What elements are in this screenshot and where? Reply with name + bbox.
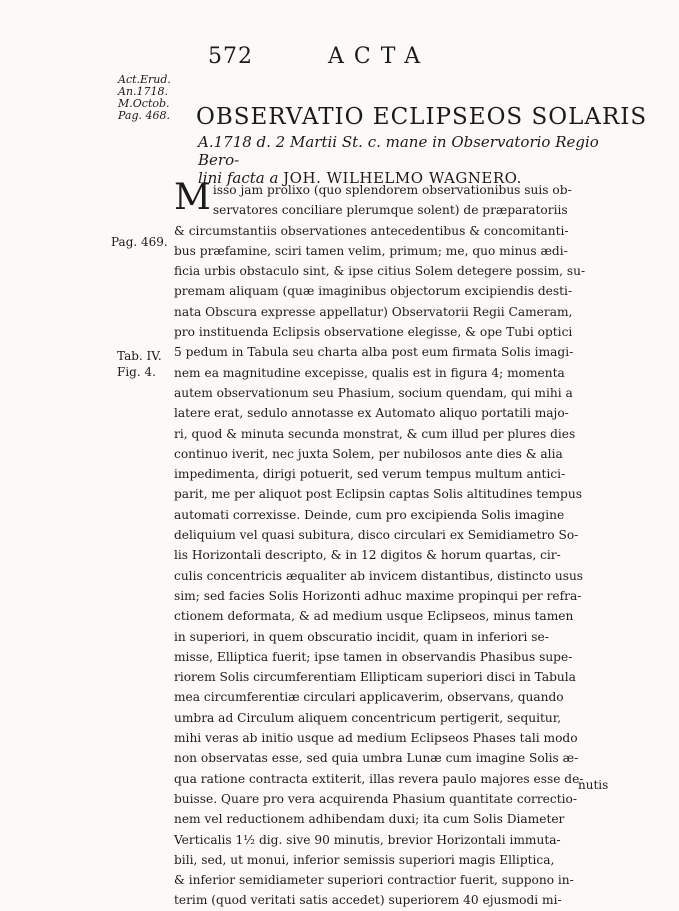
margin-note-table-ref: Tab. IV. — [117, 349, 162, 363]
body-line: premam aliquam (quæ imaginibus objectorum excipiendis desti- — [174, 284, 573, 299]
subtitle-line-1: A.1718 d. 2 Martii St. c. mane in Observatorio Regio Bero- — [198, 133, 599, 169]
body-line: ctionem deformata, & ad medium usque Eclipseos, minus tamen — [174, 609, 574, 624]
body-line: & circumstantiis observationes antecedentibus & concomitanti- — [174, 223, 569, 238]
body-line: automati correxisse. Deinde, cum pro excipienda Solis imagine — [174, 507, 565, 522]
body-line: autem observationum seu Phasium, socium quendam, qui mihi a — [174, 385, 573, 400]
body-line: ficia urbis obstaculo sint, & ipse citius Solem detegere possim, su- — [174, 264, 586, 279]
body-line: terim (quod veritati satis accedet) superiorem 40 ejusmodi mi- — [174, 893, 562, 908]
body-line: ri, quod & minuta secunda monstrat, & cum illud per plures dies — [174, 426, 576, 441]
body-line: umbra ad Circulum aliquem concentricum pertigerit, sequitur, — [174, 710, 562, 725]
article-title: OBSERVATIO ECLIPSEOS SOLARIS — [196, 104, 648, 130]
body-line: deliquium vel quasi subitura, disco circulari ex Semidiametro So- — [174, 528, 579, 543]
body-line: latere erat, sedulo annotasse ex Automato aliquo portatili majo- — [174, 406, 569, 421]
subtitle-prefix: lini facta a — [198, 169, 284, 187]
drop-cap: M — [174, 177, 211, 218]
citation-line: Pag. 468. — [118, 109, 170, 122]
body-line: in superiori, in quem obscuratio incidit, quam in inferiori se- — [174, 629, 549, 644]
body-line: non observatas esse, sed quia umbra Lunæ cum imagine Solis æ- — [174, 751, 579, 766]
page-number: 572 — [208, 44, 253, 69]
body-line: continuo iverit, nec juxta Solem, per nubilosos ante dies & alia — [174, 446, 563, 461]
body-line: qua ratione contracta extiterit, illas revera paulo majores esse de- — [174, 771, 584, 786]
body-line: servatores conciliare plerumque solent) de præparatoriis — [212, 203, 568, 218]
body-line: bili, sed, ut monui, inferior semissis superiori magis Elliptica, — [174, 852, 555, 867]
body-line: riorem Solis circumferentiam Ellipticam superiori disci in Tabula — [174, 670, 576, 685]
citation-line: An.1718. — [118, 85, 169, 98]
body-line: mihi veras ab initio usque ad medium Eclipseos Phases tali modo — [174, 731, 578, 746]
body-line: nem vel reductionem adhibendam duxi; ita cum Solis Diameter — [174, 812, 565, 827]
body-line: buisse. Quare pro vera acquirenda Phasium quantitate correctio- — [174, 791, 577, 806]
margin-note-figure-ref: Fig. 4. — [117, 365, 156, 379]
body-line: nem ea magnitudine excepisse, qualis est in figura 4; momenta — [174, 365, 565, 380]
body-line: nata Obscura expresse appellatur) Observatorii Regii Cameram, — [174, 304, 573, 319]
body-line: impedimenta, dirigi potuerit, sed verum tempus multum antici- — [174, 467, 566, 482]
article-subtitle — [198, 133, 618, 187]
body-line: Misso jam prolixo (quo splendorem observationibus suis ob- — [174, 177, 572, 218]
margin-note-page-ref: Pag. 469. — [111, 235, 168, 249]
catchword: nutis — [578, 778, 609, 792]
body-line: parit, me per aliquot post Eclipsin captas Solis altitudines tempus — [174, 487, 582, 502]
body-line: Verticalis 1½ dig. sive 90 minutis, brevior Horizontali immuta- — [174, 832, 561, 847]
body-line: misse, Elliptica fuerit; ipse tamen in observandis Phasibus supe- — [174, 649, 573, 664]
source-citation — [118, 74, 198, 122]
running-title: ACTA — [328, 44, 431, 69]
page-header — [208, 44, 568, 74]
body-line: & inferior semidiameter superiori contractior fuerit, suppono in- — [174, 873, 574, 888]
citation-line: M.Octob. — [118, 97, 170, 110]
body-line: sim; sed facies Solis Horizonti adhuc maxime propinqui per refra- — [174, 588, 582, 603]
author-name: JOH. WILHELMO WAGNERO. — [283, 169, 522, 187]
body-line: bus præfamine, sciri tamen velim, primum; me, quo minus ædi- — [174, 243, 568, 258]
body-line: pro instituenda Eclipsis observatione elegisse, & ope Tubi optici — [174, 325, 573, 340]
body-line: 5 pedum in Tabula seu charta alba post eum firmata Solis imagi- — [174, 345, 574, 360]
body-line: culis concentricis æqualiter ab invicem distantibus, distincto usus — [174, 568, 584, 583]
body-line: lis Horizontali descripto, & in 12 digitos & horum quartas, cir- — [174, 548, 561, 563]
citation-line: Act.Erud. — [118, 73, 171, 86]
body-line: mea circumferentiæ circulari applicaverim, observans, quando — [174, 690, 564, 705]
